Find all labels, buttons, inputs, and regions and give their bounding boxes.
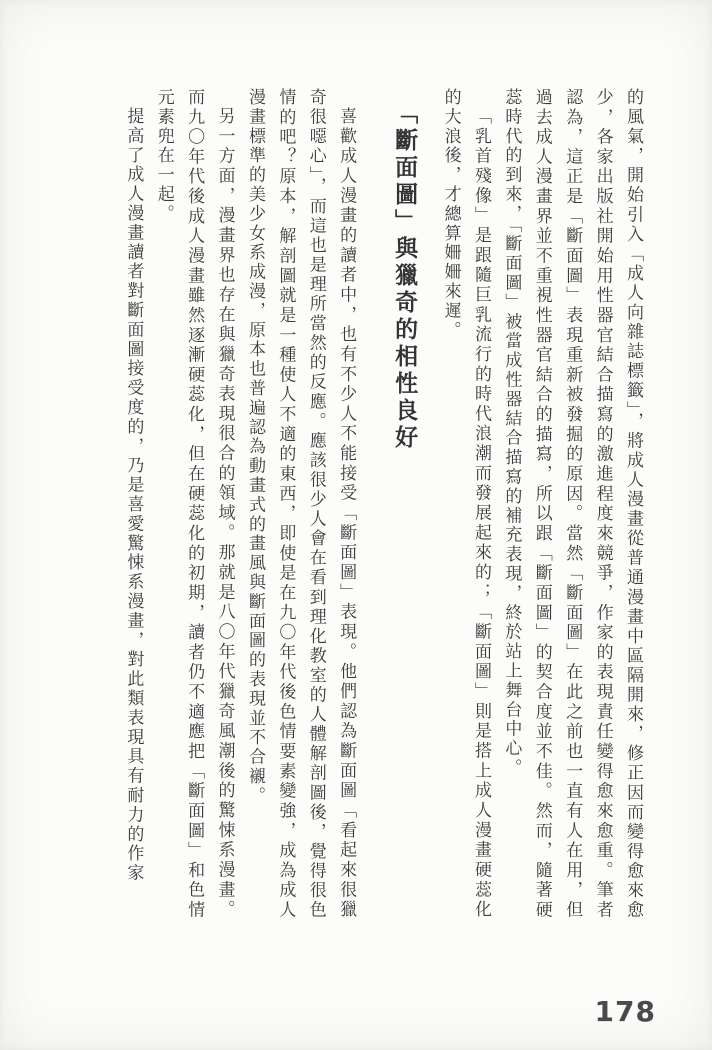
paragraph: 提高了成人漫畫讀者對斷面圖接受度的，乃是喜愛驚悚系漫畫，對此類表現具有耐力的作家 <box>123 107 144 884</box>
paragraph: 喜歡成人漫畫的讀者中，也有不少人不能接受「斷面圖」表現。他們認為斷面圖「看起來很獵奇很噁心」，而這也是理所當然的反應。應該很少人會在看到理化教室的人體解剖圖後，覺得很色情的吧？原本，解剖圖就是一種使人不適的東西，即使是在九〇年代後色情要素變強，成為成人漫畫標準的美少女系成漫，原本也普遍認為動畫式的畫風與斷面圖的表現並不合襯。 <box>244 88 357 920</box>
paragraph: 另一方面，漫畫界也存在與獵奇表現很合的領域。那就是八〇年代獵奇風潮後的驚悚系漫畫。而九〇年代後成人漫畫雖然逐漸硬蕊化，但在硬蕊化的初期，讀者仍不適應把「斷面圖」和色情元素兜在一起。 <box>153 88 235 920</box>
page-number: 178 <box>594 995 656 1028</box>
paragraph: 的風氣，開始引入「成人向雜誌標籤」，將成人漫畫從普通漫畫中區隔開來，修正因而變得愈來愈少，各家出版社開始用性器官結合描寫的激進程度來競爭，作家的表現責任變得愈來愈重。筆者認為，這正是「斷面圖」表現重新被發掘的原因。當然「斷面圖」在此之前也一直有人在用，但過去成人漫畫界並不重視性器官結合的描寫，所以跟「斷面圖」的契合度並不佳。然而，隨著硬蕊時代的到來，「斷面圖」被當成性器結合描寫的補充表現，終於站上舞台中心。 <box>501 88 643 920</box>
section-heading: 「斷面圖」與獵奇的相性良好 <box>391 101 418 452</box>
paragraph: 「乳首殘像」是跟隨巨乳流行的時代浪潮而發展起來的；「斷面圖」則是搭上成人漫畫硬蕊化的大浪後，才總算姍姍來遲。 <box>440 88 491 920</box>
page-text <box>118 88 648 920</box>
